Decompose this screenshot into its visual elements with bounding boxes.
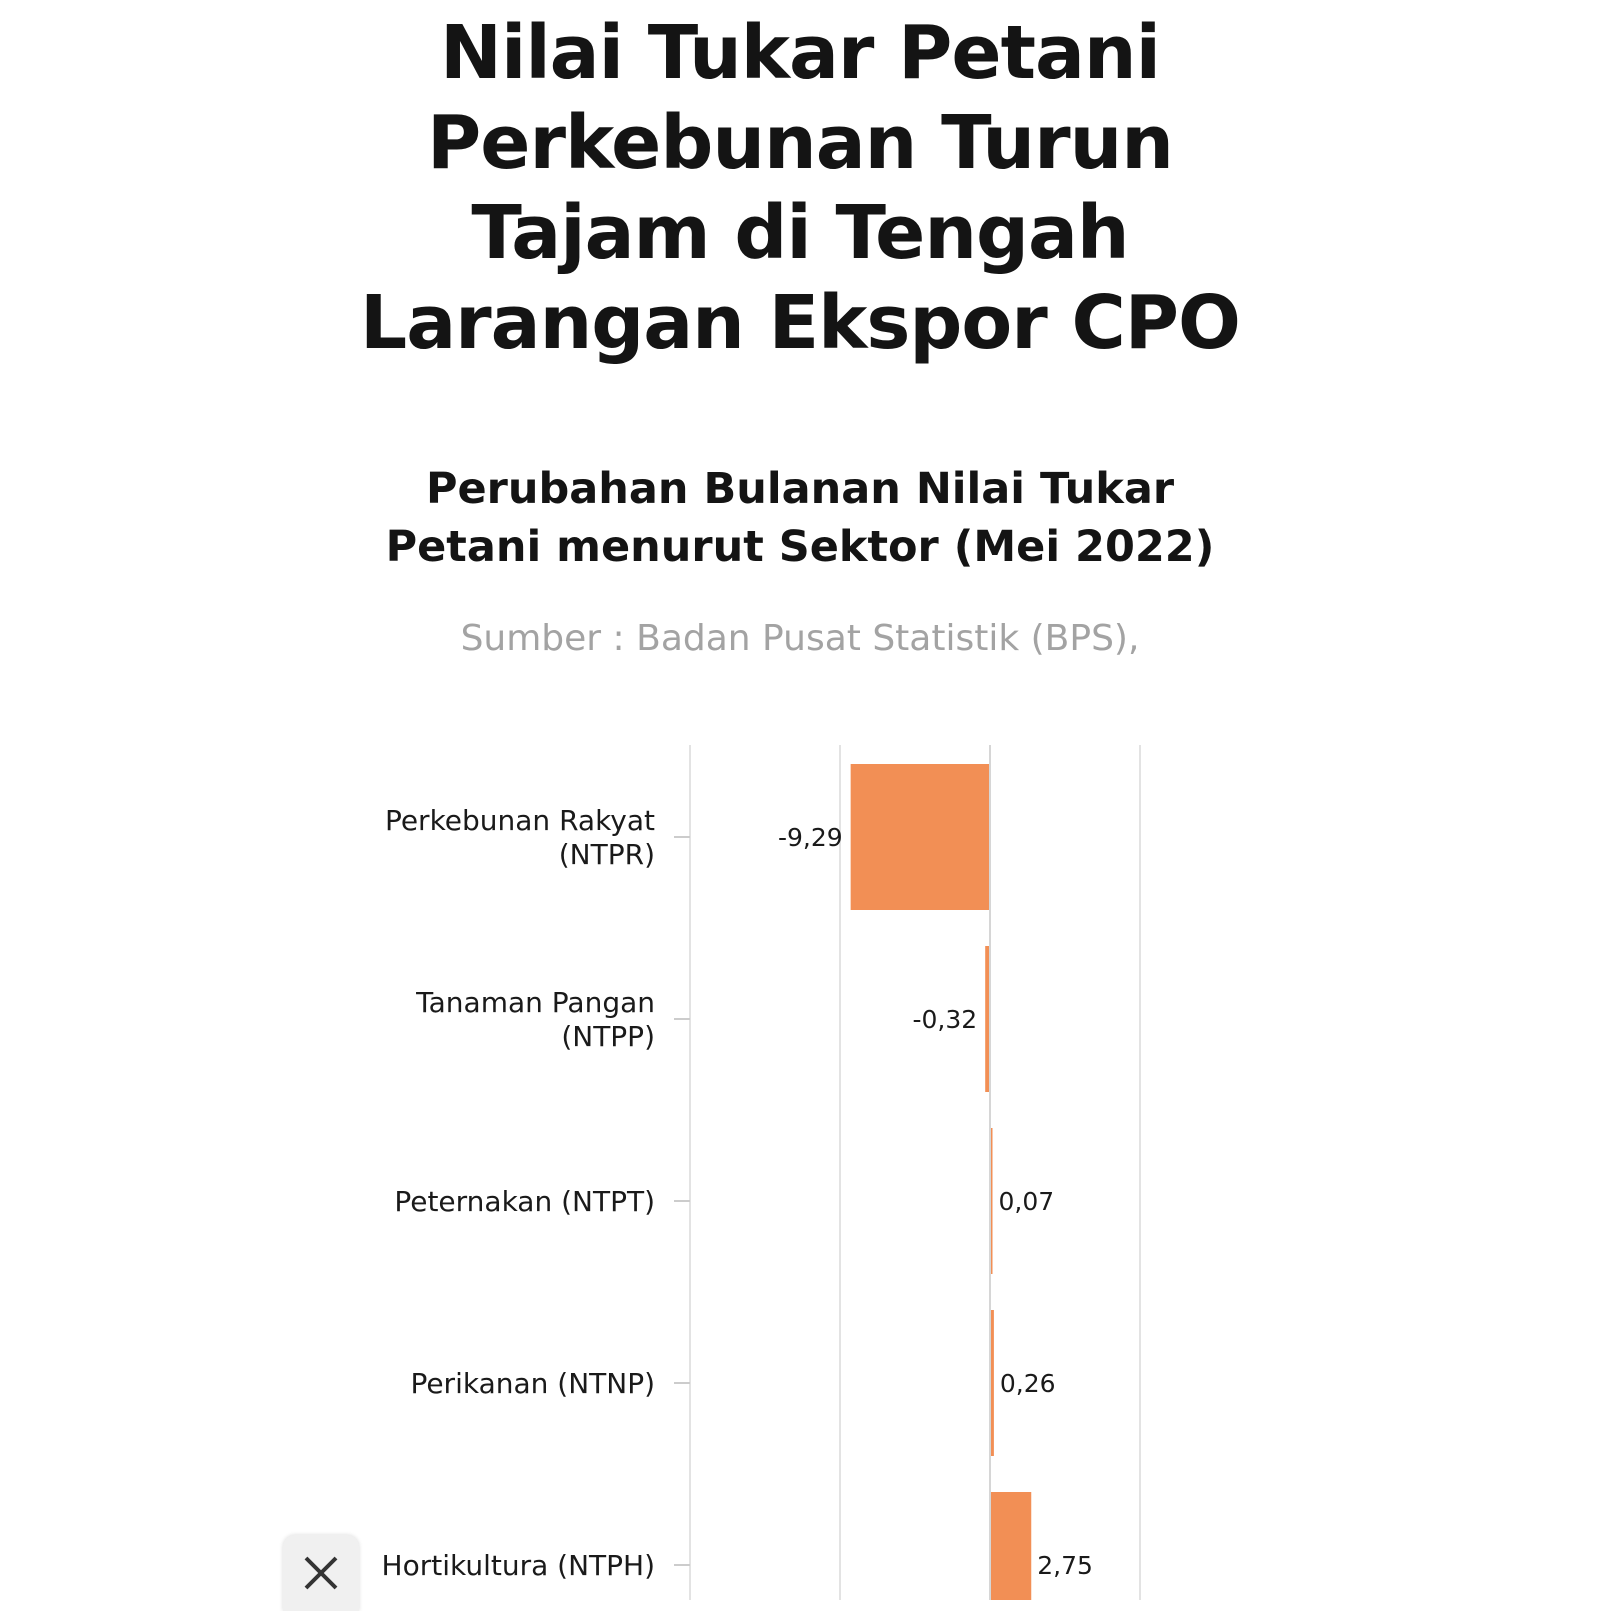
category-label: Peternakan (NTPT) bbox=[394, 1185, 655, 1218]
chart-source: Sumber : Badan Pusat Statistik (BPS), bbox=[460, 618, 1140, 659]
value-label: -0,32 bbox=[912, 1005, 978, 1034]
value-label: -9,29 bbox=[777, 823, 843, 852]
headline-line: Perkebunan Turun bbox=[427, 100, 1173, 186]
value-label: 0,07 bbox=[998, 1187, 1055, 1216]
chart-title-line: Petani menurut Sektor (Mei 2022) bbox=[385, 522, 1215, 572]
value-label: 0,26 bbox=[999, 1369, 1056, 1398]
category-label: Perkebunan Rakyat (NTPR) bbox=[384, 804, 655, 871]
bar bbox=[851, 764, 990, 910]
headline-line: Nilai Tukar Petani bbox=[440, 10, 1160, 96]
chart-title-line: Perubahan Bulanan Nilai Tukar bbox=[425, 464, 1175, 514]
headline-line: Tajam di Tengah bbox=[471, 190, 1129, 276]
category-label: Perikanan (NTNP) bbox=[410, 1367, 655, 1400]
category-label: Hortikultura (NTPH) bbox=[381, 1549, 655, 1582]
value-label: 2,75 bbox=[1037, 1551, 1093, 1580]
close-icon bbox=[301, 1553, 341, 1593]
bar bbox=[990, 1492, 1031, 1600]
category-label: Tanaman Pangan (NTPP) bbox=[416, 986, 655, 1053]
headline-line: Larangan Ekspor CPO bbox=[360, 280, 1240, 366]
